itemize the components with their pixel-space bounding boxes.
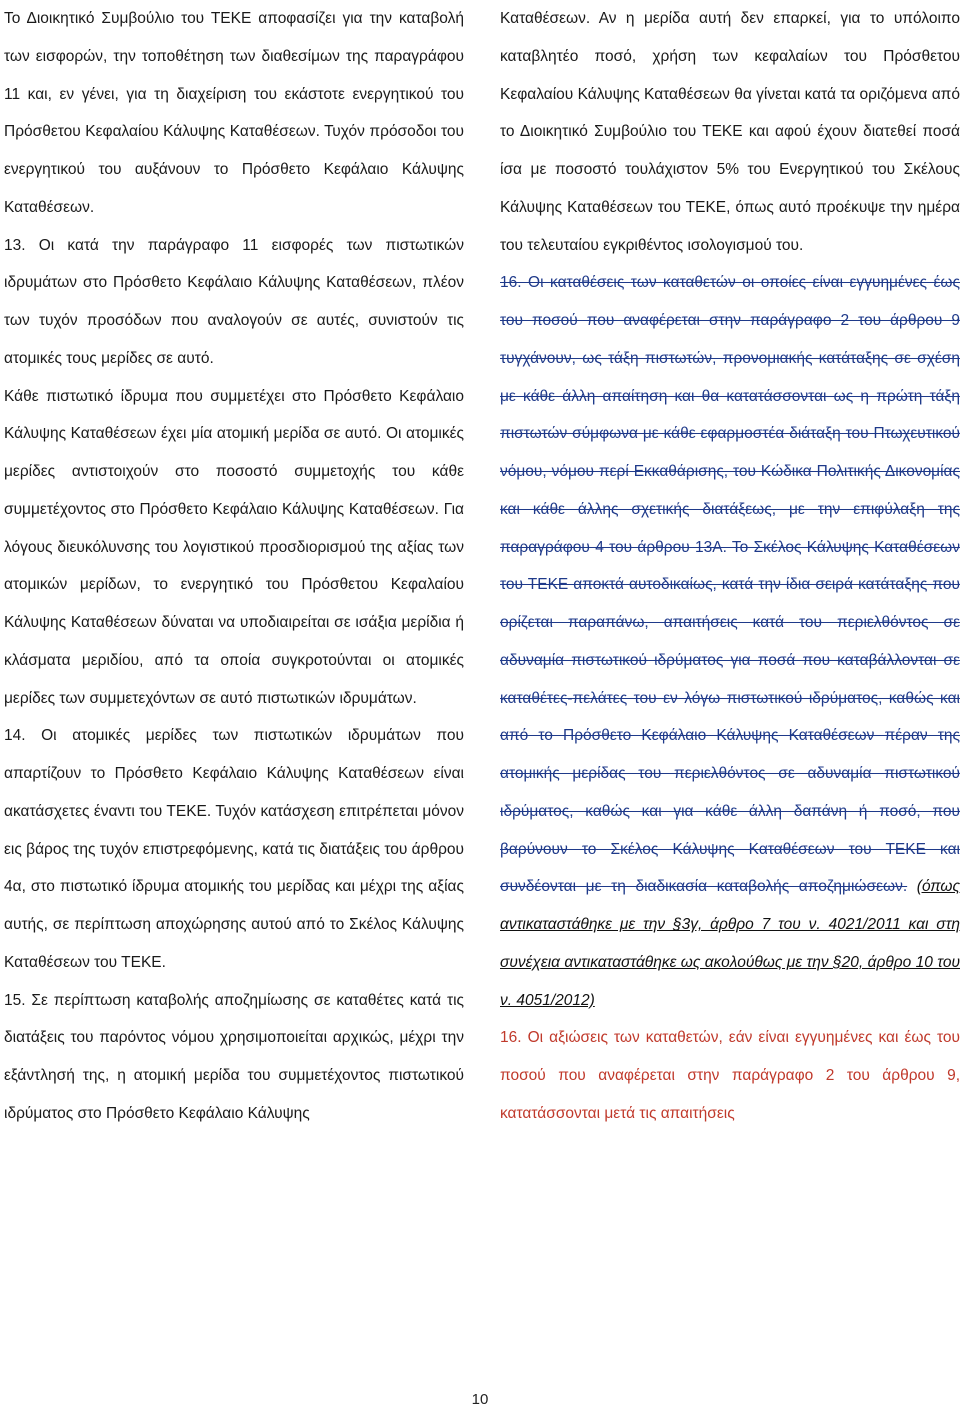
paragraph-13: 13. Οι κατά την παράγραφο 11 εισφορές των πιστωτικών ιδρυμάτων στο Πρόσθετο Κεφάλαιο Κάλυψης Καταθέσεων, πλέον των τυχόν προσόδων που αναλογούν σε αυτές, συνιστούν τις ατομικές τους μερίδες σε αυτό. [4,236,464,367]
paragraph-16-amended [500,264,960,1019]
paragraph-15-continued: Καταθέσεων. Αν η μερίδα αυτή δεν επαρκεί, για το υπόλοιπο καταβλητέο ποσό, χρήση των κεφαλαίων του Πρόσθετου Κεφαλαίου Κάλυψης Καταθέσεων θα γίνεται κατά τα οριζόμενα από το Διοικητικό Συμβούλιο του ΤΕΚΕ και αφού έχουν διατεθεί ποσά ίσα με ποσοστό τουλάχιστον 5% του Ενεργητικού του Σκέλους Κάλυψης Καταθέσεων του ΤΕΚΕ, όπως αυτό προέκυψε την ημέρα του τελευταίου εγκριθέντος ισολογισμού του. [500,10,960,254]
right-column [500,0,960,1133]
paragraph-15: 15. Σε περίπτωση καταβολής αποζημίωσης σε καταθέτες κατά τις διατάξεις του παρόντος νόμου χρησιμοποιείται αρχικώς, μέχρι την εξάντλησή της, η ατομική μερίδα του συμμετέχοντος πιστωτικού ιδρύματος στο Πρόσθετο Κεφάλαιο Κάλυψης [4,991,464,1122]
paragraph-admin-board: Το Διοικητικό Συμβούλιο του ΤΕΚΕ αποφασίζει για την καταβολή των εισφορών, την τοποθέτηση των διαθεσίμων της παραγράφου 11 και, εν γένει, για τη διαχείριση του εκάστοτε ενεργητικού του Πρόσθετου Κεφαλαίου Κάλυψης Καταθέσεων. Τυχόν πρόσοδοι του ενεργητικού του αυξάνουν το Πρόσθετο Κεφάλαιο Κάλυψης Καταθέσεων. [4,10,464,216]
paragraph-14: 14. Οι ατομικές μερίδες των πιστωτικών ιδρυμάτων που απαρτίζουν το Πρόσθετο Κεφάλαιο Κάλυψης Καταθέσεων είναι ακατάσχετες έναντι του ΤΕΚΕ. Τυχόν κατάσχεση επιτρέπεται μόνον εις βάρος της τυχόν επιστρεφόμενης, κατά τις διατάξεις του άρθρου 4α, στο πιστωτικό ίδρυμα ατομικής του μερίδας και μέχρι της αξίας αυτής, σε περίπτωση αποχώρησης αυτού από το Σκέλος Κάλυψης Καταθέσεων του ΤΕΚΕ. [4,727,464,971]
page-number: 10 [471,1391,489,1408]
deleted-text: 16. Οι καταθέσεις των καταθετών οι οποίες είναι εγγυημένες έως του ποσού που αναφέρεται στην παράγραφο 2 του άρθρου 9 τυγχάνουν, ως τάξη πιστωτών, προνομιακής κατάταξης σε σχέση με κάθε άλλη απαίτηση και θα κατατάσσονται ως η πρώτη τάξη πιστωτών σύμφωνα με κάθε εφαρμοστέα διάταξη του Πτωχευτικού νόμου, νόμου περί Εκκαθάρισης, του Κώδικα Πολιτικής Δικονομίας και κάθε άλλης σχετικής διατάξεως, με την επιφύλαξη της παραγράφου 4 του άρθρου 13Α. Το Σκέλος Κάλυψης Καταθέσεων του ΤΕΚΕ αποκτά αυτοδικαίως, κατά την ίδια σειρά κατάταξης που ορίζεται παραπάνω, απαιτήσεις κατά του περιελθόντος σε αδυναμία πιστωτικού ιδρύματος για ποσά που καταβάλλονται σε καταθέτες-πελάτες του εν λόγω πιστωτικού ιδρύματος, καθώς και από το Πρόσθετο Κεφάλαιο Κάλυψης Καταθέσεων πέραν της ατομικής μερίδας του περιελθόντος σε αδυναμία πιστωτικού ιδρύματος, καθώς και για κάθε άλλη δαπάνη ή ποσό, που βαρύνουν το Σκέλος Κάλυψης Καταθέσεων του ΤΕΚΕ και συνδέονται με τη διαδικασία καταβολής αποζημιώσεων. [500,274,960,896]
left-column [4,0,464,1133]
amendment-note: (όπως αντικαταστάθηκε με την §3γ, άρθρο 7 του ν. 4021/2011 και στη συνέχεια αντικαταστάθηκε ως ακολούθως με την §20, άρθρο 10 του ν. 4051/2012) [500,878,960,1009]
paragraph-individual-shares: Κάθε πιστωτικό ίδρυμα που συμμετέχει στο Πρόσθετο Κεφάλαιο Κάλυψης Καταθέσεων έχει μία ατομική μερίδα σε αυτό. Οι ατομικές μερίδες αντιστοιχούν στο ποσοστό συμμετοχής του κάθε συμμετέχοντος στο Πρόσθετο Κεφάλαιο Κάλυψης Καταθέσεων. Για λόγους διευκόλυνσης του λογιστικού προσδιορισμού της αξίας των ατομικών μερίδων, το ενεργητικό του Πρόσθετου Κεφαλαίου Κάλυψης Καταθέσεων δύναται να υποδιαιρείται σε ισάξια μερίδια ή κλάσματα μεριδίου, από τα οποία συγκροτούνται οι ατομικές μερίδες των συμμετεχόντων σε αυτό πιστωτικών ιδρυμάτων. [4,387,464,707]
paragraph-16-new: 16. Οι αξιώσεις των καταθετών, εάν είναι εγγυημένες και έως του ποσού που αναφέρεται στην παράγραφο 2 του άρθρου 9, κατατάσσονται μετά τις απαιτήσεις [500,1029,960,1122]
